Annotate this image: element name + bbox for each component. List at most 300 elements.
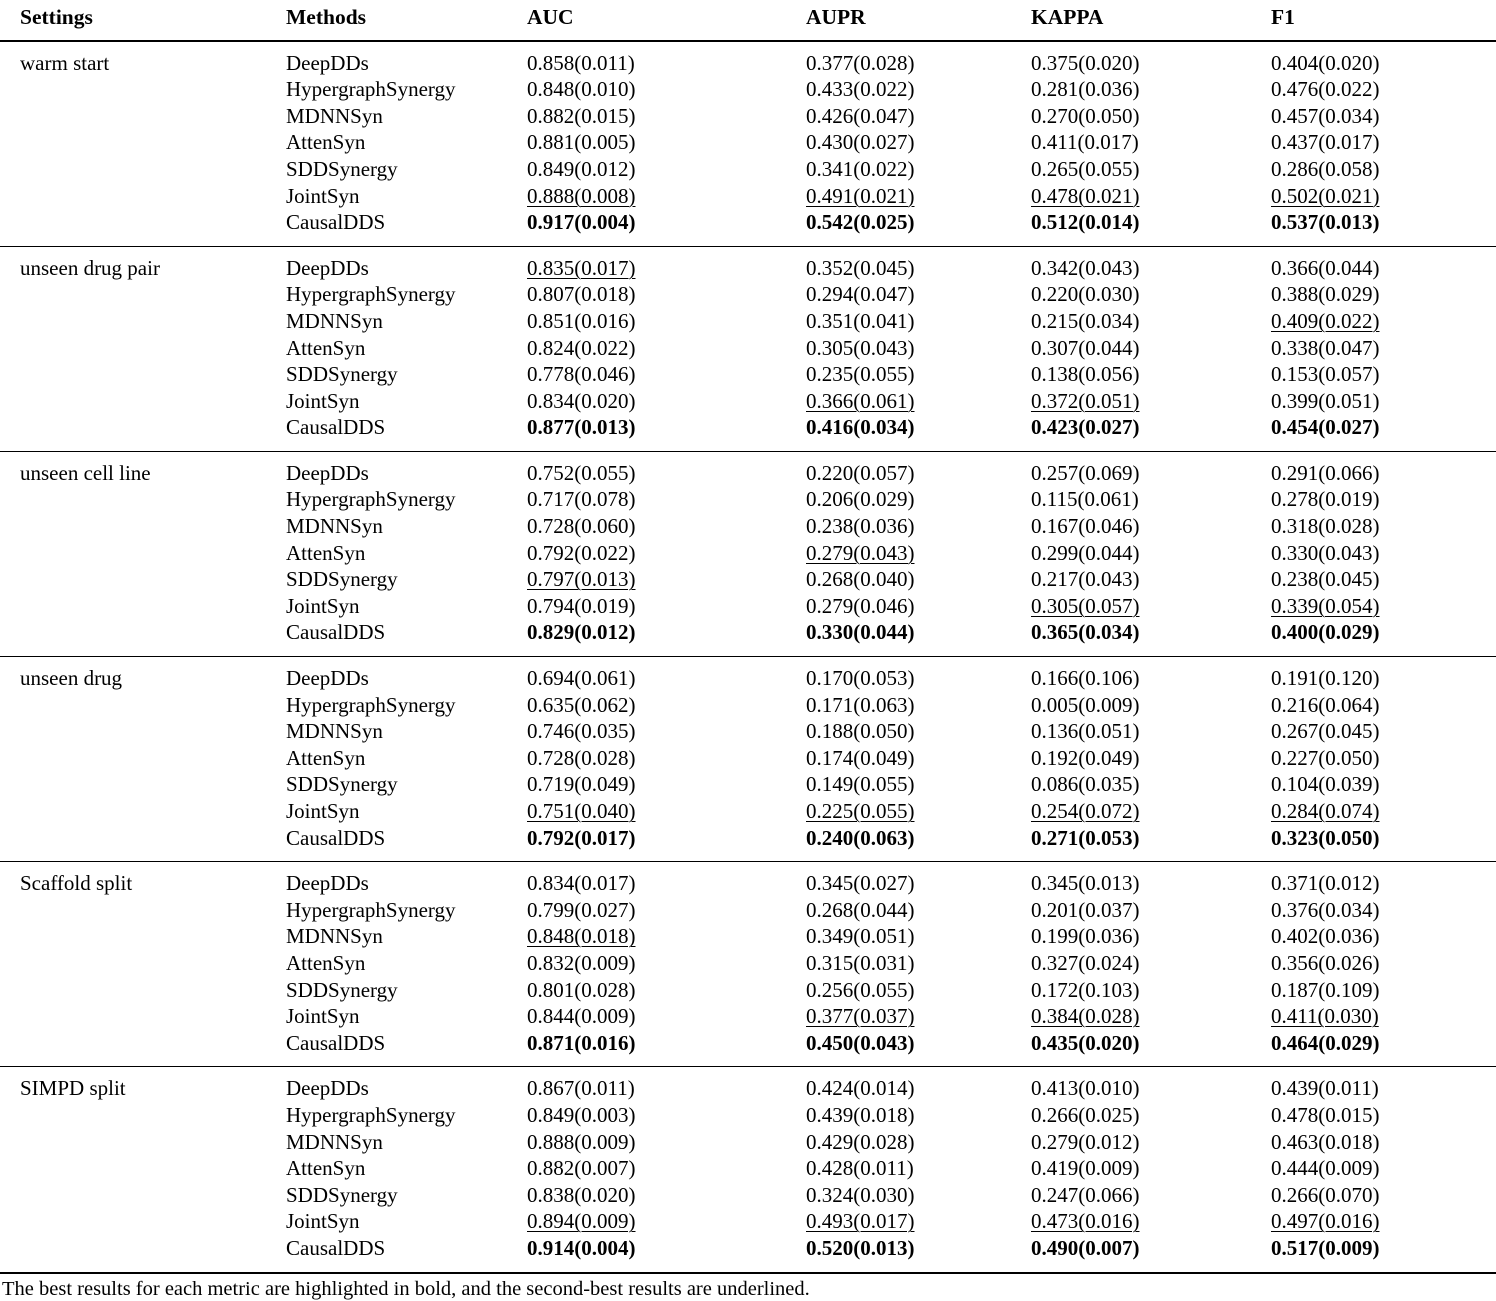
value-text: 0.279(0.043) <box>806 540 915 565</box>
value-text: 0.433(0.022) <box>806 77 915 102</box>
metric-value-kappa <box>1018 210 1258 246</box>
metric-value-f1 <box>1258 772 1496 799</box>
metric-value-kappa <box>1018 719 1258 746</box>
value-text: 0.871(0.016) <box>527 1030 636 1055</box>
metric-value-kappa <box>1018 1236 1258 1272</box>
metric-value-kappa <box>1018 978 1258 1005</box>
metric-value-aupr <box>793 826 1018 862</box>
value-text: 0.851(0.016) <box>527 308 636 333</box>
value-text: 0.372(0.051) <box>1031 388 1140 413</box>
metric-value-kappa <box>1018 799 1258 826</box>
value-text: 0.371(0.012) <box>1271 871 1380 896</box>
method-name: DeepDDs <box>273 862 513 898</box>
value-text: 0.171(0.063) <box>806 692 915 717</box>
value-text: 0.166(0.106) <box>1031 666 1140 691</box>
metric-value-f1 <box>1258 1183 1496 1210</box>
value-text: 0.478(0.015) <box>1271 1102 1380 1127</box>
metric-value-f1 <box>1258 620 1496 656</box>
metric-value-aupr <box>793 246 1018 282</box>
metric-value-aupr <box>793 1183 1018 1210</box>
value-text: 0.424(0.014) <box>806 1076 915 1101</box>
metric-value-kappa <box>1018 620 1258 656</box>
value-text: 0.318(0.028) <box>1271 514 1380 539</box>
metric-value-kappa <box>1018 514 1258 541</box>
metric-value-kappa <box>1018 862 1258 898</box>
metric-value-kappa <box>1018 77 1258 104</box>
metric-value-aupr <box>793 130 1018 157</box>
value-text: 0.291(0.066) <box>1271 460 1380 485</box>
metric-value-f1 <box>1258 1130 1496 1157</box>
value-text: 0.172(0.103) <box>1031 977 1140 1002</box>
metric-value-f1 <box>1258 978 1496 1005</box>
table-row <box>0 657 1496 693</box>
value-text: 0.279(0.046) <box>806 593 915 618</box>
metric-value-aupr <box>793 309 1018 336</box>
value-text: 0.278(0.019) <box>1271 487 1380 512</box>
table-block <box>0 451 1496 656</box>
value-text: 0.174(0.049) <box>806 745 915 770</box>
metric-value-aupr <box>793 1156 1018 1183</box>
value-text: 0.454(0.027) <box>1271 415 1380 440</box>
value-text: 0.917(0.004) <box>527 210 636 235</box>
metric-value-auc <box>513 826 793 862</box>
value-text: 0.411(0.030) <box>1271 1004 1379 1029</box>
metric-value-auc <box>513 282 793 309</box>
value-text: 0.849(0.003) <box>527 1102 636 1127</box>
table-row <box>0 862 1496 898</box>
metric-value-auc <box>513 1031 793 1067</box>
setting-label: SIMPD split <box>0 1067 273 1272</box>
value-text: 0.838(0.020) <box>527 1182 636 1207</box>
metric-value-f1 <box>1258 1209 1496 1236</box>
value-text: 0.834(0.020) <box>527 388 636 413</box>
value-text: 0.416(0.034) <box>806 415 915 440</box>
value-text: 0.149(0.055) <box>806 772 915 797</box>
metric-value-f1 <box>1258 336 1496 363</box>
metric-value-auc <box>513 951 793 978</box>
value-text: 0.491(0.021) <box>806 183 915 208</box>
metric-value-aupr <box>793 1004 1018 1031</box>
value-text: 0.834(0.017) <box>527 871 636 896</box>
value-text: 0.399(0.051) <box>1271 388 1380 413</box>
setting-label: unseen drug <box>0 657 273 862</box>
value-text: 0.191(0.120) <box>1271 666 1380 691</box>
value-text: 0.867(0.011) <box>527 1076 635 1101</box>
metric-value-auc <box>513 620 793 656</box>
metric-value-kappa <box>1018 487 1258 514</box>
metric-value-aupr <box>793 336 1018 363</box>
value-text: 0.104(0.039) <box>1271 772 1380 797</box>
metric-value-aupr <box>793 620 1018 656</box>
value-text: 0.136(0.051) <box>1031 719 1140 744</box>
method-name: AttenSyn <box>286 950 366 975</box>
value-text: 0.188(0.050) <box>806 719 915 744</box>
metric-value-f1 <box>1258 541 1496 568</box>
metric-value-auc <box>513 309 793 336</box>
metric-value-f1 <box>1258 693 1496 720</box>
metric-value-f1 <box>1258 1067 1496 1103</box>
metric-value-f1 <box>1258 487 1496 514</box>
method-name: CausalDDS <box>286 415 386 440</box>
value-text: 0.268(0.044) <box>806 897 915 922</box>
table-row <box>0 246 1496 282</box>
metric-value-aupr <box>793 862 1018 898</box>
metric-value-aupr <box>793 719 1018 746</box>
value-text: 0.349(0.051) <box>806 924 915 949</box>
metric-value-auc <box>513 1236 793 1272</box>
method-name: MDNNSyn <box>286 103 383 128</box>
value-text: 0.217(0.043) <box>1031 567 1140 592</box>
value-text: 0.413(0.010) <box>1031 1076 1140 1101</box>
value-text: 0.115(0.061) <box>1031 487 1139 512</box>
value-text: 0.717(0.078) <box>527 487 636 512</box>
metric-value-aupr <box>793 924 1018 951</box>
metric-value-f1 <box>1258 41 1496 78</box>
value-text: 0.824(0.022) <box>527 335 636 360</box>
value-text: 0.752(0.055) <box>527 460 636 485</box>
metric-value-f1 <box>1258 799 1496 826</box>
value-text: 0.138(0.056) <box>1031 362 1140 387</box>
metric-value-auc <box>513 1183 793 1210</box>
value-text: 0.377(0.037) <box>806 1004 915 1029</box>
metric-value-f1 <box>1258 77 1496 104</box>
metric-value-auc <box>513 487 793 514</box>
metric-value-f1 <box>1258 567 1496 594</box>
value-text: 0.366(0.044) <box>1271 255 1380 280</box>
metric-value-auc <box>513 567 793 594</box>
value-text: 0.881(0.005) <box>527 130 636 155</box>
metric-value-aupr <box>793 389 1018 416</box>
metric-value-kappa <box>1018 246 1258 282</box>
metric-value-f1 <box>1258 1236 1496 1272</box>
value-text: 0.728(0.060) <box>527 514 636 539</box>
metric-value-f1 <box>1258 451 1496 487</box>
method-name: AttenSyn <box>286 335 366 360</box>
value-text: 0.520(0.013) <box>806 1235 915 1260</box>
metric-value-f1 <box>1258 862 1496 898</box>
method-name: DeepDDs <box>273 657 513 693</box>
value-text: 0.376(0.034) <box>1271 897 1380 922</box>
metric-value-auc <box>513 541 793 568</box>
value-text: 0.473(0.016) <box>1031 1209 1140 1234</box>
metric-value-kappa <box>1018 567 1258 594</box>
value-text: 0.835(0.017) <box>527 255 636 280</box>
metric-value-aupr <box>793 487 1018 514</box>
value-text: 0.315(0.031) <box>806 950 915 975</box>
metric-value-auc <box>513 862 793 898</box>
metric-value-aupr <box>793 210 1018 246</box>
metric-value-kappa <box>1018 1156 1258 1183</box>
metric-value-aupr <box>793 567 1018 594</box>
value-text: 0.240(0.063) <box>806 825 915 850</box>
metric-value-f1 <box>1258 719 1496 746</box>
value-text: 0.299(0.044) <box>1031 540 1140 565</box>
metric-value-kappa <box>1018 898 1258 925</box>
value-text: 0.267(0.045) <box>1271 719 1380 744</box>
method-name: MDNNSyn <box>286 719 383 744</box>
metric-value-f1 <box>1258 951 1496 978</box>
method-name: MDNNSyn <box>286 308 383 333</box>
value-text: 0.894(0.009) <box>527 1209 636 1234</box>
metric-value-kappa <box>1018 104 1258 131</box>
value-text: 0.807(0.018) <box>527 282 636 307</box>
metric-value-f1 <box>1258 514 1496 541</box>
value-text: 0.463(0.018) <box>1271 1129 1380 1154</box>
table-note-wrapper <box>0 1272 1496 1301</box>
metric-value-aupr <box>793 184 1018 211</box>
metric-value-auc <box>513 415 793 451</box>
metric-value-auc <box>513 1103 793 1130</box>
table-row <box>0 41 1496 78</box>
method-name: SDDSynergy <box>286 977 398 1002</box>
value-text: 0.235(0.055) <box>806 362 915 387</box>
setting-label: warm start <box>0 41 273 247</box>
table-block <box>0 246 1496 451</box>
metric-value-aupr <box>793 978 1018 1005</box>
method-name: DeepDDs <box>273 41 513 78</box>
metric-value-aupr <box>793 77 1018 104</box>
method-name: JointSyn <box>286 388 360 413</box>
metric-value-kappa <box>1018 184 1258 211</box>
value-text: 0.384(0.028) <box>1031 1004 1140 1029</box>
method-name: DeepDDs <box>273 451 513 487</box>
value-text: 0.366(0.061) <box>806 388 915 413</box>
metric-value-aupr <box>793 799 1018 826</box>
value-text: 0.167(0.046) <box>1031 514 1140 539</box>
value-text: 0.339(0.054) <box>1271 593 1380 618</box>
value-text: 0.256(0.055) <box>806 977 915 1002</box>
metric-value-kappa <box>1018 1103 1258 1130</box>
method-name: HypergraphSynergy <box>286 1102 456 1127</box>
metric-value-kappa <box>1018 541 1258 568</box>
method-name: CausalDDS <box>286 825 386 850</box>
value-text: 0.266(0.025) <box>1031 1102 1140 1127</box>
value-text: 0.254(0.072) <box>1031 799 1140 824</box>
value-text: 0.849(0.012) <box>527 156 636 181</box>
table-row <box>0 1067 1496 1103</box>
value-text: 0.305(0.043) <box>806 335 915 360</box>
value-text: 0.153(0.057) <box>1271 362 1380 387</box>
value-text: 0.404(0.020) <box>1271 50 1380 75</box>
metric-value-auc <box>513 693 793 720</box>
metric-value-auc <box>513 451 793 487</box>
metric-value-f1 <box>1258 746 1496 773</box>
value-text: 0.832(0.009) <box>527 950 636 975</box>
metric-value-kappa <box>1018 746 1258 773</box>
metric-value-auc <box>513 389 793 416</box>
table-block <box>0 862 1496 1067</box>
metric-value-kappa <box>1018 1183 1258 1210</box>
column-header-settings: Settings <box>20 5 93 29</box>
value-text: 0.888(0.009) <box>527 1129 636 1154</box>
value-text: 0.227(0.050) <box>1271 745 1380 770</box>
metric-value-f1 <box>1258 924 1496 951</box>
value-text: 0.238(0.045) <box>1271 567 1380 592</box>
value-text: 0.284(0.074) <box>1271 799 1380 824</box>
value-text: 0.206(0.029) <box>806 487 915 512</box>
metric-value-kappa <box>1018 157 1258 184</box>
metric-value-kappa <box>1018 1067 1258 1103</box>
value-text: 0.352(0.045) <box>806 255 915 280</box>
method-name: MDNNSyn <box>286 514 383 539</box>
metric-value-f1 <box>1258 104 1496 131</box>
value-text: 0.257(0.069) <box>1031 460 1140 485</box>
value-text: 0.341(0.022) <box>806 156 915 181</box>
metric-value-f1 <box>1258 282 1496 309</box>
method-name: JointSyn <box>286 799 360 824</box>
method-name: JointSyn <box>286 1209 360 1234</box>
value-text: 0.914(0.004) <box>527 1235 636 1260</box>
metric-value-auc <box>513 157 793 184</box>
metric-value-auc <box>513 77 793 104</box>
value-text: 0.801(0.028) <box>527 977 636 1002</box>
value-text: 0.324(0.030) <box>806 1182 915 1207</box>
metric-value-aupr <box>793 514 1018 541</box>
value-text: 0.792(0.017) <box>527 825 636 850</box>
metric-value-f1 <box>1258 826 1496 862</box>
value-text: 0.848(0.018) <box>527 924 636 949</box>
metric-value-kappa <box>1018 130 1258 157</box>
value-text: 0.751(0.040) <box>527 799 636 824</box>
value-text: 0.493(0.017) <box>806 1209 915 1234</box>
value-text: 0.426(0.047) <box>806 103 915 128</box>
value-text: 0.882(0.015) <box>527 103 636 128</box>
value-text: 0.338(0.047) <box>1271 335 1380 360</box>
value-text: 0.411(0.017) <box>1031 130 1139 155</box>
metric-value-f1 <box>1258 184 1496 211</box>
value-text: 0.351(0.041) <box>806 308 915 333</box>
column-header-kappa: KAPPA <box>1031 5 1104 29</box>
value-text: 0.512(0.014) <box>1031 210 1140 235</box>
value-text: 0.170(0.053) <box>806 666 915 691</box>
method-name: CausalDDS <box>286 210 386 235</box>
metric-value-kappa <box>1018 657 1258 693</box>
setting-label: unseen drug pair <box>0 246 273 451</box>
value-text: 0.517(0.009) <box>1271 1235 1380 1260</box>
metric-value-kappa <box>1018 924 1258 951</box>
value-text: 0.877(0.013) <box>527 415 636 440</box>
metric-value-f1 <box>1258 362 1496 389</box>
method-name: JointSyn <box>286 183 360 208</box>
metric-value-f1 <box>1258 210 1496 246</box>
value-text: 0.345(0.027) <box>806 871 915 896</box>
value-text: 0.829(0.012) <box>527 620 636 645</box>
metric-value-aupr <box>793 746 1018 773</box>
metric-value-kappa <box>1018 336 1258 363</box>
value-text: 0.323(0.050) <box>1271 825 1380 850</box>
metric-value-auc <box>513 1004 793 1031</box>
metric-value-auc <box>513 362 793 389</box>
metric-value-aupr <box>793 41 1018 78</box>
metric-value-auc <box>513 719 793 746</box>
value-text: 0.439(0.011) <box>1271 1076 1379 1101</box>
method-name: SDDSynergy <box>286 362 398 387</box>
value-text: 0.201(0.037) <box>1031 897 1140 922</box>
metric-value-kappa <box>1018 826 1258 862</box>
value-text: 0.457(0.034) <box>1271 103 1380 128</box>
metric-value-kappa <box>1018 282 1258 309</box>
method-name: HypergraphSynergy <box>286 77 456 102</box>
value-text: 0.435(0.020) <box>1031 1030 1140 1055</box>
metric-value-aupr <box>793 693 1018 720</box>
metric-value-kappa <box>1018 362 1258 389</box>
metric-value-auc <box>513 898 793 925</box>
metric-value-auc <box>513 1209 793 1236</box>
setting-label: Scaffold split <box>0 862 273 1067</box>
metric-value-aupr <box>793 362 1018 389</box>
value-text: 0.490(0.007) <box>1031 1235 1140 1260</box>
metric-value-auc <box>513 184 793 211</box>
method-name: SDDSynergy <box>286 567 398 592</box>
value-text: 0.199(0.036) <box>1031 924 1140 949</box>
value-text: 0.365(0.034) <box>1031 620 1140 645</box>
metric-value-auc <box>513 657 793 693</box>
value-text: 0.437(0.017) <box>1271 130 1380 155</box>
value-text: 0.266(0.070) <box>1271 1182 1380 1207</box>
metric-value-kappa <box>1018 1031 1258 1067</box>
table-row <box>0 451 1496 487</box>
metric-value-auc <box>513 978 793 1005</box>
method-name: MDNNSyn <box>286 924 383 949</box>
value-text: 0.220(0.030) <box>1031 282 1140 307</box>
value-text: 0.271(0.053) <box>1031 825 1140 850</box>
value-text: 0.356(0.026) <box>1271 950 1380 975</box>
method-name: CausalDDS <box>286 1235 386 1260</box>
value-text: 0.694(0.061) <box>527 666 636 691</box>
table-block <box>0 1067 1496 1272</box>
value-text: 0.238(0.036) <box>806 514 915 539</box>
method-name: JointSyn <box>286 1004 360 1029</box>
method-name: AttenSyn <box>286 540 366 565</box>
value-text: 0.402(0.036) <box>1271 924 1380 949</box>
metric-value-aupr <box>793 772 1018 799</box>
metric-value-aupr <box>793 1236 1018 1272</box>
value-text: 0.635(0.062) <box>527 692 636 717</box>
value-text: 0.192(0.049) <box>1031 745 1140 770</box>
value-text: 0.794(0.019) <box>527 593 636 618</box>
value-text: 0.225(0.055) <box>806 799 915 824</box>
metric-value-kappa <box>1018 451 1258 487</box>
value-text: 0.279(0.012) <box>1031 1129 1140 1154</box>
value-text: 0.430(0.027) <box>806 130 915 155</box>
metric-value-aupr <box>793 1209 1018 1236</box>
metric-value-aupr <box>793 1130 1018 1157</box>
method-name: DeepDDs <box>273 1067 513 1103</box>
metric-value-aupr <box>793 282 1018 309</box>
metric-value-f1 <box>1258 157 1496 184</box>
method-name: SDDSynergy <box>286 156 398 181</box>
metric-value-aupr <box>793 594 1018 621</box>
metric-value-auc <box>513 514 793 541</box>
value-text: 0.327(0.024) <box>1031 950 1140 975</box>
value-text: 0.342(0.043) <box>1031 255 1140 280</box>
method-name: HypergraphSynergy <box>286 487 456 512</box>
column-header-auc: AUC <box>527 5 574 29</box>
metric-value-auc <box>513 746 793 773</box>
table-note: The best results for each metric are highlighted in bold, and the second-best results are underlined. <box>2 1277 810 1300</box>
metric-value-aupr <box>793 898 1018 925</box>
value-text: 0.792(0.022) <box>527 540 636 565</box>
value-text: 0.428(0.011) <box>806 1156 914 1181</box>
method-name: HypergraphSynergy <box>286 897 456 922</box>
value-text: 0.377(0.028) <box>806 50 915 75</box>
metric-value-kappa <box>1018 1209 1258 1236</box>
metric-value-auc <box>513 210 793 246</box>
value-text: 0.215(0.034) <box>1031 308 1140 333</box>
metric-value-kappa <box>1018 309 1258 336</box>
table-header <box>0 0 1496 41</box>
metric-value-aupr <box>793 104 1018 131</box>
